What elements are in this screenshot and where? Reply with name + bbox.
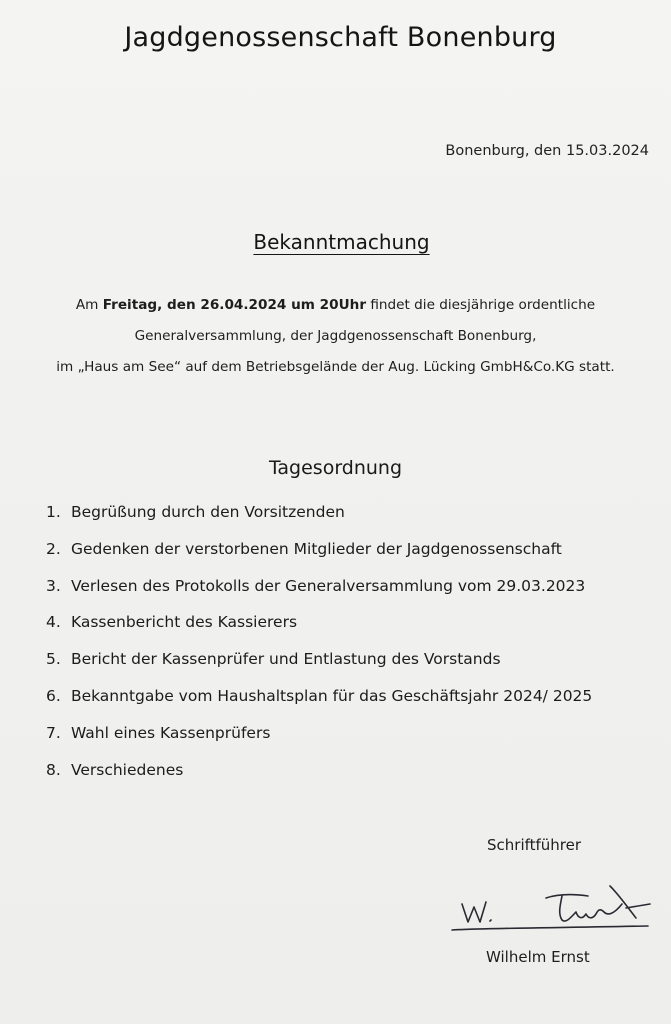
agenda-item-number: 2. <box>46 539 61 558</box>
date-line: Bonenburg, den 15.03.2024 <box>445 143 649 159</box>
signature-dot <box>490 920 491 921</box>
agenda-item-text: Kassenbericht des Kassierers <box>70 613 298 632</box>
agenda-item <box>46 721 592 758</box>
signature-cross-stroke <box>610 886 636 918</box>
agenda-item <box>46 574 592 611</box>
notice-line-3: im „Haus am See“ auf dem Betriebsgelände der Aug. Lücking GmbH&Co.KG statt. <box>56 359 615 375</box>
agenda-item-text: Bekanntgabe vom Haushaltsplan für das Geschäftsjahr 2024/ 2025 <box>70 686 593 705</box>
agenda-item <box>46 647 592 684</box>
agenda-item <box>46 610 592 647</box>
agenda-list <box>46 500 592 794</box>
signature-strokes <box>452 886 650 930</box>
agenda-item-number: 7. <box>46 723 61 742</box>
agenda-item-number: 8. <box>46 760 61 779</box>
agenda-item-text: Verschiedenes <box>70 760 184 779</box>
agenda-item-number: 5. <box>46 650 61 669</box>
signer-name: Wilhelm Ernst <box>486 948 590 966</box>
agenda-item-number: 4. <box>46 613 61 632</box>
notice-body <box>0 290 671 383</box>
notice-line-1-post: findet die diesjährige ordentliche <box>366 297 596 313</box>
agenda-item <box>46 500 592 537</box>
signature-w-stroke <box>462 902 486 922</box>
notice-line-1-pre: Am <box>75 297 103 313</box>
notice-line-2: Generalversammlung, der Jagdgenossenschaft Bonenburg, <box>134 328 537 344</box>
signature-body-stroke <box>560 896 622 921</box>
signature-underline <box>452 926 648 930</box>
organization-title: Jagdgenossenschaft Bonenburg <box>124 22 557 53</box>
agenda-item-text: Begrüßung durch den Vorsitzenden <box>70 503 345 521</box>
signature-t-stroke <box>626 904 650 908</box>
handwritten-signature <box>450 874 660 936</box>
agenda-item-number: 6. <box>46 686 61 705</box>
agenda-title: Tagesordnung <box>268 457 403 479</box>
meeting-datetime: Freitag, den 26.04.2024 um 20Uhr <box>102 297 367 313</box>
agenda-item <box>46 537 592 574</box>
agenda-item <box>46 758 592 795</box>
agenda-item <box>46 684 592 721</box>
signature-top-stroke <box>546 895 588 898</box>
signer-role: Schriftführer <box>487 836 582 854</box>
agenda-item-text: Bericht der Kassenprüfer und Entlastung des Vorstands <box>70 650 501 669</box>
notice-line-1 <box>0 290 671 321</box>
agenda-item-number: 1. <box>46 503 61 521</box>
agenda-item-number: 3. <box>46 576 61 595</box>
agenda-item-text: Wahl eines Kassenprüfers <box>70 723 271 742</box>
agenda-item-text: Gedenken der verstorbenen Mitglieder der Jagdgenossenschaft <box>70 539 562 558</box>
notice-heading: Bekanntmachung <box>253 230 430 254</box>
agenda-item-text: Verlesen des Protokolls der Generalversammlung vom 29.03.2023 <box>70 576 586 595</box>
